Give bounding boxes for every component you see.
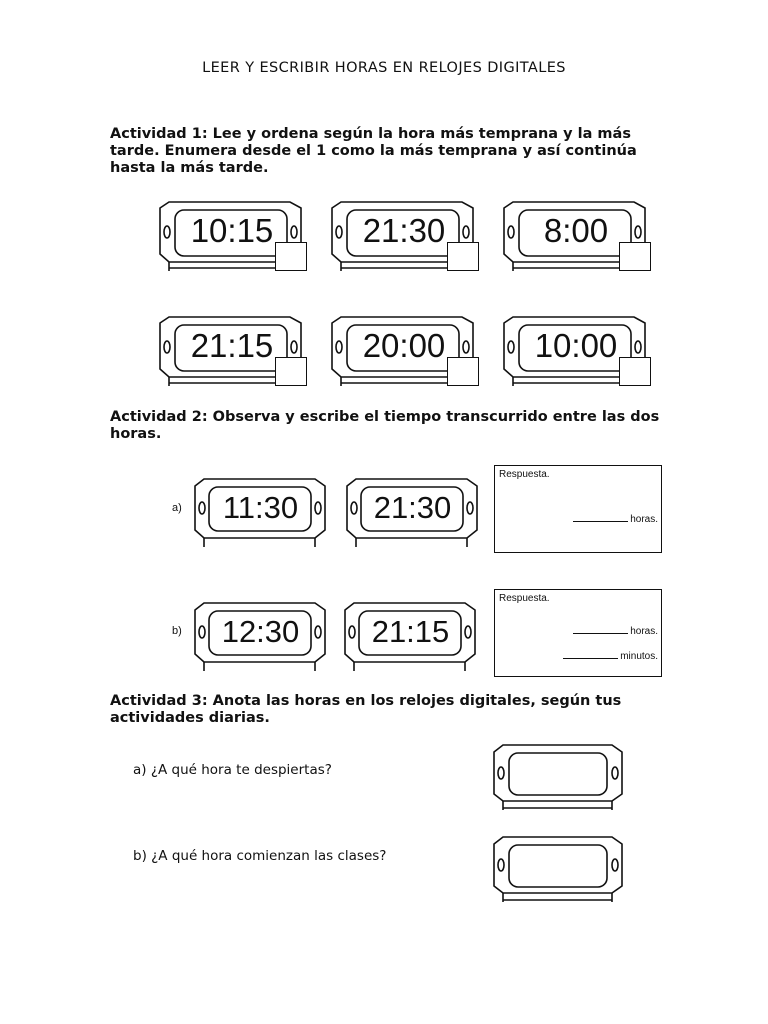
- answer-label: Respuesta.: [499, 593, 550, 604]
- answer-box-a: [494, 465, 662, 553]
- order-box[interactable]: [275, 357, 307, 386]
- clock-frame-icon: [494, 745, 622, 810]
- minutes-answer[interactable]: [563, 651, 658, 662]
- clock-frame-icon: [494, 837, 622, 902]
- hours-answer[interactable]: [573, 514, 658, 525]
- order-box[interactable]: [447, 357, 479, 386]
- activity2-heading: Actividad 2: Observa y escribe el tiempo transcurrido entre las dos horas.: [110, 409, 660, 442]
- hours-unit: horas.: [630, 514, 658, 525]
- clock-time: 11:30: [222, 490, 299, 525]
- row-label-a: a): [172, 502, 182, 514]
- answer-label: Respuesta.: [499, 469, 550, 480]
- clock-time: 12:30: [221, 614, 300, 649]
- clock-time: 21:15: [190, 327, 274, 364]
- clock-time: 10:15: [190, 212, 274, 249]
- clock-time: 10:00: [534, 327, 618, 364]
- answer-box-b: [494, 589, 662, 677]
- empty-clock-classes[interactable]: [491, 834, 625, 904]
- clock-a-end: [344, 476, 481, 548]
- row-label-b: b): [172, 625, 182, 637]
- question-wake-up: a) ¿A qué hora te despiertas?: [133, 762, 332, 778]
- clock-b-start: [192, 600, 329, 672]
- activity1-heading: Actividad 1: Lee y ordena según la hora más temprana y la más tarde. Enumera desde el 1 como la más temprana y así continúa hasta la más tarde.: [110, 126, 637, 176]
- clock-time: 21:30: [373, 490, 452, 525]
- order-box[interactable]: [619, 357, 651, 386]
- clock-a-start: [192, 476, 329, 548]
- hours-answer[interactable]: [573, 626, 658, 637]
- question-classes-start: b) ¿A qué hora comienzan las clases?: [133, 848, 387, 864]
- clock-time: 20:00: [362, 327, 446, 364]
- clock-b-end: [342, 600, 479, 672]
- order-box[interactable]: [447, 242, 479, 271]
- page-title: LEER Y ESCRIBIR HORAS EN RELOJES DIGITALES: [202, 60, 566, 76]
- clock-time: 8:00: [543, 212, 609, 249]
- clock-time: 21:30: [362, 212, 446, 249]
- clock-time: 21:15: [371, 614, 450, 649]
- activity3-heading: Actividad 3: Anota las horas en los relojes digitales, según tus actividades diarias.: [110, 693, 622, 726]
- hours-unit: horas.: [630, 626, 658, 637]
- empty-clock-wake-up[interactable]: [491, 742, 625, 812]
- order-box[interactable]: [275, 242, 307, 271]
- minutes-unit: minutos.: [620, 651, 658, 662]
- order-box[interactable]: [619, 242, 651, 271]
